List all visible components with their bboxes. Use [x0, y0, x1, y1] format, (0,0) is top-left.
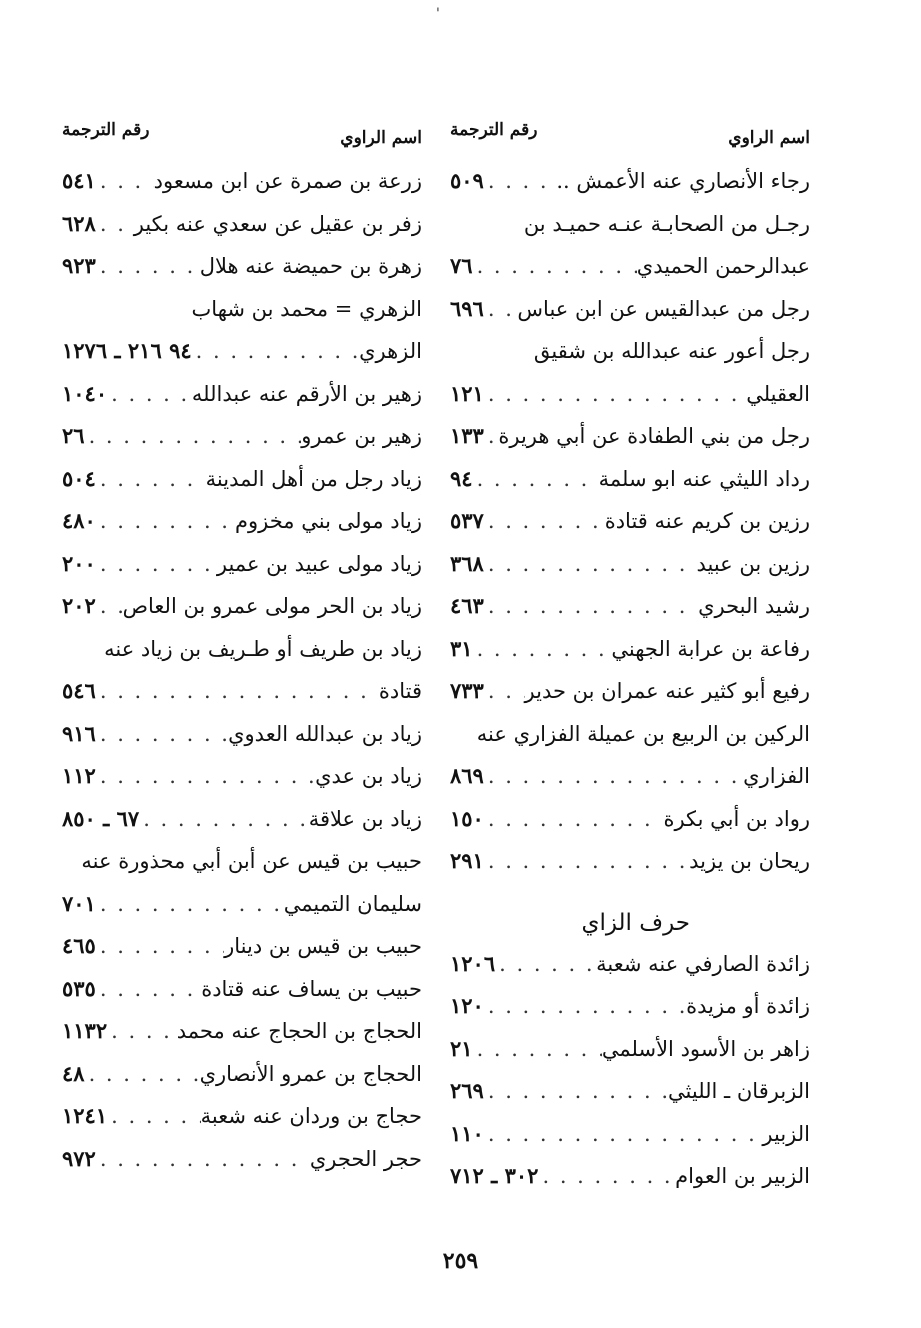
leader-dots [96, 925, 224, 968]
narrator-name: زائدة الصارفي عنه شعبة [596, 951, 810, 976]
entry-list [62, 160, 422, 1180]
list-item [62, 798, 422, 841]
list-item [450, 985, 810, 1028]
list-item [62, 883, 422, 926]
leader-dots [107, 1095, 201, 1138]
entry-number: ٧٠١ [62, 890, 96, 916]
narrator-name: زياد بن طريف أو طـريف بن زياد عنه [104, 636, 422, 661]
entry-number: ٢٦ [62, 423, 85, 448]
narrator-name: قتادة [378, 679, 422, 703]
list-item [62, 968, 422, 1011]
list-item [450, 1070, 810, 1113]
scan-speck: ' [436, 6, 440, 22]
narrator-name: الركين بن الربيع بن عميلة الفزاري عنه [476, 721, 810, 746]
leader-dots [538, 1155, 675, 1198]
list-item [450, 458, 810, 501]
leader-dots [96, 458, 206, 501]
leader-dots [484, 670, 525, 713]
list-item [62, 330, 422, 373]
leader-dots [484, 840, 689, 883]
leader-dots [96, 203, 134, 246]
left-column-header [62, 120, 422, 160]
list-item [62, 925, 422, 968]
leader-dots [96, 585, 123, 628]
narrator-name: الحجاج بن الحجاج عنه محمد [176, 1019, 422, 1043]
list-item [62, 1138, 422, 1181]
leader-dots [85, 1053, 200, 1096]
list-item [450, 713, 810, 756]
entry-number: ٩٧٢ [62, 1145, 96, 1171]
list-item [62, 160, 422, 203]
leader-dots [484, 1113, 763, 1156]
list-item [450, 1113, 810, 1156]
list-item [450, 288, 810, 331]
entry-number: ٤٨ [62, 1060, 85, 1086]
narrator-name: زفر بن عقيل عن سعدي عنه بكير [133, 211, 422, 236]
leader-dots [484, 798, 664, 841]
list-item [62, 245, 422, 288]
entry-number: ٢٦٩ [450, 1078, 484, 1103]
narrator-name: ريحان بن يزيد [689, 849, 810, 873]
list-item [62, 840, 422, 883]
entry-number: ١٢١ [450, 380, 484, 406]
narrator-name: رشيد البحري [698, 594, 810, 618]
entry-number: ٢٠٠ [62, 550, 96, 576]
narrator-name: رجل من بني الطفادة عن أبي هريرة [498, 424, 810, 448]
narrator-name: حبيب بن يساف عنه قتادة [201, 976, 422, 1001]
narrator-name: رواد بن أبي بكرة [663, 806, 810, 831]
leader-dots [96, 245, 200, 288]
entry-number: ٢٩١ [450, 848, 484, 873]
entry-number: ١٥٠ [450, 805, 484, 831]
section-title: حرف الزاي [581, 909, 690, 936]
leader-dots [107, 373, 192, 416]
leader-dots [484, 585, 698, 628]
list-item [62, 1010, 422, 1053]
leader-dots [107, 1010, 177, 1053]
narrator-name: العقيلي [746, 381, 810, 406]
leader-dots [473, 458, 599, 501]
entry-number: ١٠٤٠ [62, 380, 108, 406]
narrator-name: رزين بن عبيد [696, 551, 810, 576]
entry-number: ٦٢٨ [62, 210, 96, 236]
narrator-name: زياد بن عبدالله العدوي [228, 721, 422, 746]
entry-number: ١١٢ [62, 763, 96, 788]
leader-dots [484, 288, 518, 331]
entry-number: ٥٣٧ [450, 508, 484, 533]
leader-dots [96, 883, 284, 926]
left-column [62, 120, 422, 1180]
leader-dots [96, 968, 201, 1011]
entry-number: ٥٤٦ [62, 678, 96, 703]
list-item [450, 1155, 810, 1198]
entry-number: ٥٠٤ [62, 465, 96, 491]
list-item [62, 373, 422, 416]
column-header-number: رقم الترجمة [450, 120, 538, 140]
list-item [62, 543, 422, 586]
list-item [62, 1095, 422, 1138]
list-item [450, 330, 810, 373]
entry-number: ٥٤١ [62, 168, 96, 193]
entry-number: ١٢٠ [450, 993, 484, 1018]
list-item [62, 458, 422, 501]
leader-dots [473, 245, 637, 288]
entry-number: ٦٩٦ [450, 295, 484, 321]
leader-dots [85, 415, 302, 458]
leader-dots [484, 373, 746, 416]
narrator-name: زياد رجل من أهل المدينة [205, 466, 422, 491]
list-item [450, 755, 810, 798]
entry-number: ٩٤ ٢١٦ ـ ١٢٧٦ [62, 338, 192, 363]
leader-dots [473, 628, 612, 671]
entry-number: ٧٣٣ [450, 678, 484, 703]
leader-dots [96, 160, 154, 203]
list-item [62, 1053, 422, 1096]
narrator-name: رجـل من الصحابـة عنـه حميـد بن [523, 211, 810, 236]
list-item [450, 500, 810, 543]
list-item [62, 585, 422, 628]
list-item [450, 1028, 810, 1071]
leader-dots [484, 1070, 668, 1113]
entry-number: ٥٣٥ [62, 975, 96, 1001]
entry-number: ٣١ [450, 635, 473, 661]
entry-number: ٢١ [450, 1035, 473, 1061]
entry-number: ٢٠٢ [62, 593, 96, 618]
list-item [450, 628, 810, 671]
narrator-name: زهير بن عمرو [301, 424, 422, 448]
leader-dots [96, 713, 228, 756]
list-item [450, 543, 810, 586]
narrator-name: رجل من عبدالقيس عن ابن عباس [517, 296, 810, 321]
narrator-name: الفزاري [743, 764, 810, 788]
narrator-name: زياد مولى عبيد بن عمير [216, 551, 422, 576]
entry-number: ٣٦٨ [450, 550, 484, 576]
narrator-name: رزين بن كريم عنه قتادة [604, 509, 810, 533]
right-column [450, 120, 810, 1198]
entry-number: ٩٢٣ [62, 253, 96, 278]
narrator-name: حبيب بن قيس بن دينار [224, 934, 422, 958]
narrator-name: رفاعة بن عرابة الجهني [611, 636, 810, 661]
entry-number: ٧٦ [450, 253, 473, 278]
narrator-name: زاهر بن الأسود الأسلمي [601, 1036, 810, 1061]
leader-dots [96, 543, 217, 586]
list-item [450, 203, 810, 246]
list-item [62, 500, 422, 543]
leader-dots [96, 1138, 310, 1181]
leader-dots [484, 755, 743, 798]
entry-list [450, 160, 810, 883]
entry-number: ١١٠ [450, 1120, 484, 1146]
narrator-name: رجل أعور عنه عبدالله بن شقيق [533, 339, 810, 363]
entry-number: ٤٦٥ [62, 933, 96, 958]
narrator-name: رفيع أبو كثير عنه عمران بن حدير [524, 679, 810, 703]
leader-dots [484, 415, 499, 458]
leader-dots [192, 330, 359, 373]
entry-number: ٩١٦ [62, 720, 96, 746]
entry-number: ٥٠٩ [450, 168, 484, 193]
list-item [62, 415, 422, 458]
narrator-name: حجاج بن وردان عنه شعبة [200, 1104, 422, 1128]
leader-dots [484, 543, 697, 586]
entry-number: ٣٠٢ ـ ٧١٢ [450, 1163, 539, 1188]
entry-number: ١٢٠٦ [450, 950, 496, 976]
narrator-name: الحجاج بن عمرو الأنصاري [199, 1061, 422, 1086]
right-column-header [450, 120, 810, 160]
column-header-name: اسم الراوي [340, 128, 422, 148]
leader-dots [495, 943, 596, 986]
list-item [450, 798, 810, 841]
narrator-name: رداد الليثي عنه ابو سلمة [598, 466, 810, 491]
narrator-name: الزبير بن العوام [675, 1164, 810, 1188]
list-item [450, 373, 810, 416]
entry-number: ١٣٣ [450, 423, 484, 448]
narrator-name: سليمان التميمي [283, 891, 422, 916]
leader-dots [96, 500, 235, 543]
column-header-number: رقم الترجمة [62, 120, 150, 140]
leader-dots [473, 1028, 602, 1071]
narrator-name: حجر الحجري [309, 1146, 422, 1171]
entry-number: ٨٦٩ [450, 763, 484, 788]
list-item [450, 160, 810, 203]
narrator-name: زرعة بن صمرة عن ابن مسعود [153, 169, 422, 193]
narrator-name: الزهري [359, 339, 422, 363]
entry-number: ١١٣٢ [62, 1018, 108, 1043]
column-header-name: اسم الراوي [728, 128, 810, 148]
entry-number: ٦٧ ـ ٨٥٠ [62, 805, 140, 831]
leader-dots [484, 160, 556, 203]
entry-number: ٤٨٠ [62, 508, 96, 533]
list-item [450, 670, 810, 713]
list-item [450, 245, 810, 288]
list-item [62, 628, 422, 671]
narrator-name: حبيب بن قيس عن أبن أبي محذورة عنه [81, 849, 422, 873]
narrator-name: رجاء الأنصاري عنه الأعمش .. [556, 169, 810, 193]
leader-dots [96, 755, 315, 798]
narrator-name: عبدالرحمن الحميدي [636, 254, 810, 278]
narrator-name: زياد بن الحر مولى عمرو بن العاص [122, 594, 422, 618]
narrator-name: زياد مولى بني مخزوم [235, 509, 422, 533]
list-item [62, 755, 422, 798]
narrator-name: الزبير [762, 1121, 810, 1146]
entry-number: ٤٦٣ [450, 593, 484, 618]
list-item [450, 840, 810, 883]
narrator-name: الزبرقان ـ الليثي [668, 1079, 810, 1103]
leader-dots [484, 985, 686, 1028]
list-item [450, 585, 810, 628]
entry-number: ١٢٤١ [62, 1103, 108, 1128]
narrator-name: زهير بن الأرقم عنه عبدالله [191, 381, 422, 406]
leader-dots [484, 500, 605, 543]
narrator-name: الزهري = محمد بن شهاب [191, 296, 422, 321]
entry-number: ٩٤ [450, 465, 473, 491]
leader-dots [139, 798, 309, 841]
narrator-name: زهرة بن حميضة عنه هلال [199, 254, 422, 278]
list-item [62, 670, 422, 713]
narrator-name: زياد بن علاقة [308, 806, 422, 831]
narrator-name: زائدة أو مزيدة [686, 994, 810, 1018]
narrator-name: زياد بن عدي [315, 764, 422, 788]
list-item [62, 713, 422, 756]
list-item [62, 288, 422, 331]
leader-dots [96, 670, 379, 713]
list-item [450, 415, 810, 458]
entry-list [450, 943, 810, 1198]
list-item [62, 203, 422, 246]
list-item [450, 943, 810, 986]
page-number: ٢٥٩ [442, 1248, 479, 1274]
